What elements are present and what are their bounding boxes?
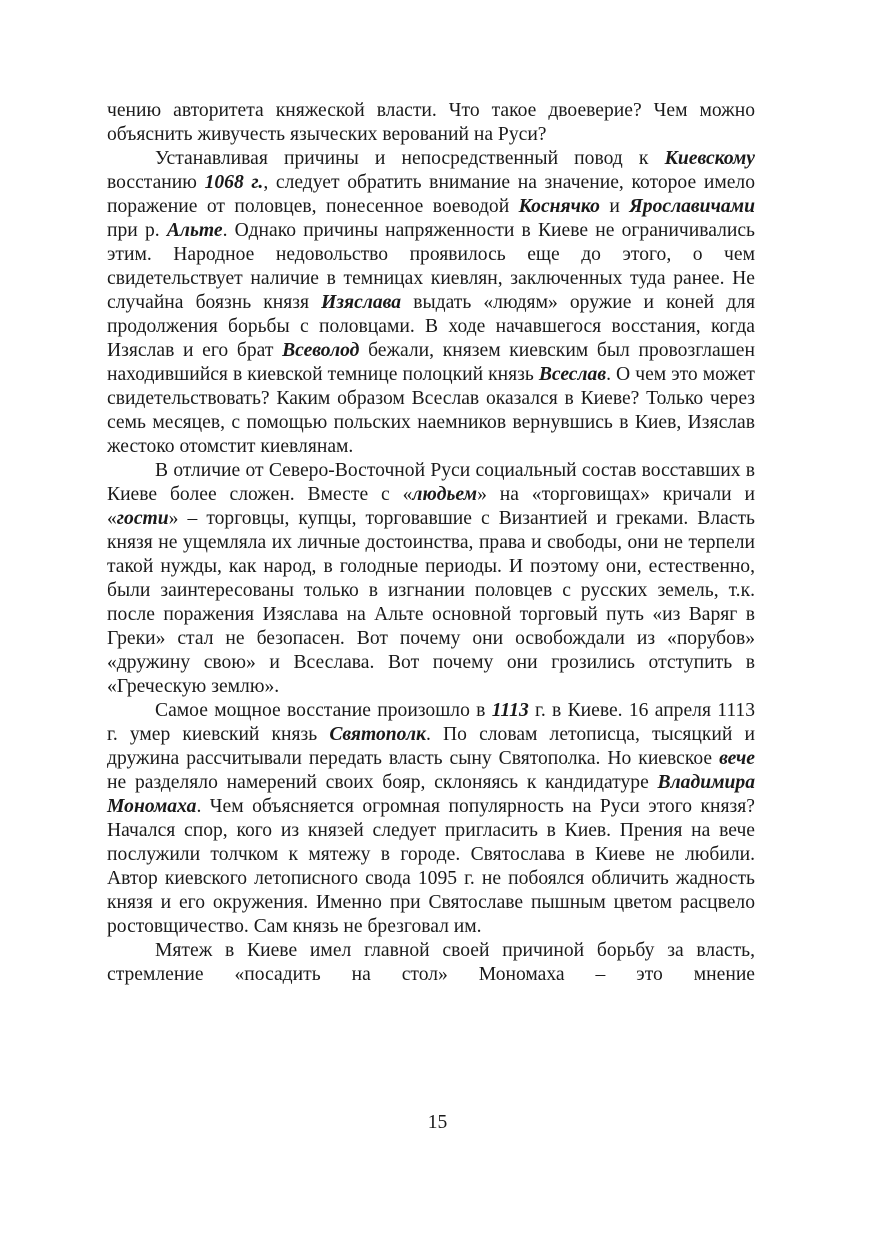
text-run: » на «торговищах» кричали и « [107,484,755,529]
emphasis-term: 1113 [491,700,529,721]
text-run: . По словам летописца, тысяцкий и дружина рассчитывали передать власть сыну Святополка. Но киевское [107,724,755,769]
text-run: В отличие от Северо-Восточной Руси социальный состав восставших в Киеве более сложен. Вместе с « [107,460,755,505]
emphasis-term: 1068 г. [204,172,264,193]
emphasis-term: гости [116,508,169,529]
emphasis-term: Изяслава [321,292,402,313]
text-run: бежали, князем киевским был провозглашен находившийся в киевской темнице полоцкий князь [107,340,755,385]
emphasis-term: Альте [166,220,223,241]
emphasis-term: вече [719,748,755,769]
emphasis-term: Киевскому [664,148,755,169]
page-number: 15 [427,1112,448,1133]
text-run: Самое мощное восстание произошло в [155,700,492,721]
text-run: . Однако причины напряженности в Киеве не ограничивались этим. Народное недовольство проявилось еще до этого, о чем свидетельствует наличие в темницах киевлян, заключенных туда ранее. Не случайна боязнь князя [107,220,755,313]
text-run: , следует обратить внимание на значение, которое имело поражение от половцев, понесенное воеводой [107,172,755,217]
text-run: восстанию [107,172,205,193]
text-run: и [599,196,630,217]
text-run: при р. [107,220,167,241]
paragraph [107,99,755,147]
text-run: г. в Киеве. 16 апреля 1113 г. умер киевский князь [107,700,755,745]
paragraph [107,939,755,987]
text-run: выдать «людям» оружие и коней для продолжения борьбы с половцами. В ходе начавшегося восстания, когда Изяслав и его брат [107,292,755,361]
paragraph [107,459,755,699]
paragraph [107,147,755,459]
page-body [107,99,755,987]
text-run: Устанавливая причины и непосредственный повод к [155,148,665,169]
emphasis-term: Всеслав [538,364,607,385]
emphasis-term: Владимира Мономаха [107,772,755,817]
text-run: не разделяло намерений своих бояр, склоняясь к кандидатуре [107,772,658,793]
text-run: . О чем это может свидетельствовать? Каким образом Всеслав оказался в Киеве? Только через семь месяцев, с помощью польских наемников вернувшись в Киев, Изяслав жестоко отомстит киевлянам. [107,364,755,457]
emphasis-term: Святополк [329,724,426,745]
emphasis-term: Ярославичами [629,196,755,217]
emphasis-term: Коснячко [518,196,600,217]
emphasis-term: людьем [412,484,478,505]
text-run: чению авторитета княжеской власти. Что такое двоеверие? Чем можно объяснить живучесть языческих верований на Руси? [107,100,755,145]
paragraph [107,699,755,939]
text-run: Мятеж в Киеве имел главной своей причиной борьбу за власть, стремление «посадить на стол» Мономаха – это мнение [107,940,755,985]
emphasis-term: Всеволод [282,340,360,361]
text-run: » – торговцы, купцы, торговавшие с Византией и греками. Власть князя не ущемляла их личные достоинства, права и свободы, они не терпели такой нужды, как народ, в голодные периоды. И поэтому они, естественно, были заинтересованы только в изгнании половцев с русских земель, т.к. после поражения Изяслава на Альте основной торговый путь «из Варяг в Греки» стал не безопасен. Вот почему они освобождали из «порубов» «дружину свою» и Всеслава. Вот почему они грозились отступить в «Греческую землю». [107,508,755,697]
text-run: . Чем объясняется огромная популярность на Руси этого князя? Начался спор, кого из князей следует пригласить в Киев. Прения на вече послужили толчком к мятежу в городе. Святослава в Киеве не любили. Автор киевского летописного свода 1095 г. не побоялся обличить жадность князя и его окружения. Именно при Святославе пышным цветом расцвело ростовщичество. Сам князь не брезговал им. [107,796,755,937]
